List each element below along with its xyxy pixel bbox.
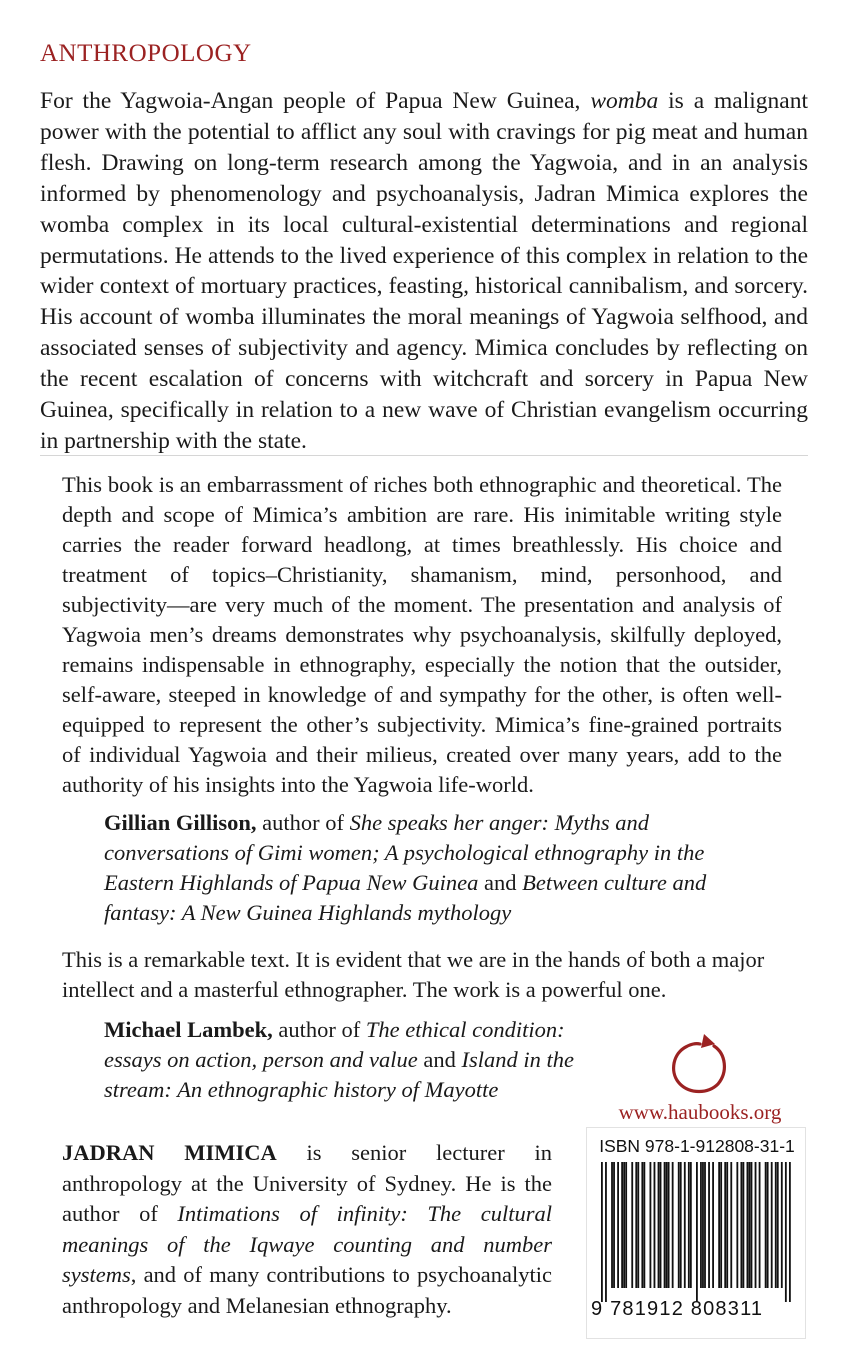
barcode-bar	[664, 1162, 666, 1288]
barcode-bar	[680, 1162, 682, 1288]
barcode-bar	[749, 1162, 751, 1288]
publisher-url: www.haubooks.org	[618, 1100, 782, 1124]
barcode-bar	[704, 1162, 706, 1288]
barcode-bar	[696, 1162, 698, 1302]
barcode-bar	[771, 1162, 773, 1288]
reviewer-name: Michael Lambek,	[104, 1017, 273, 1042]
barcode-bar	[718, 1162, 720, 1288]
barcode-bar	[740, 1162, 742, 1288]
barcode-bar	[712, 1162, 714, 1288]
barcode-bar	[666, 1162, 668, 1288]
barcode-bar	[617, 1162, 619, 1288]
isbn-barcode	[586, 1127, 806, 1339]
review-gillison: This book is an embarrassment of riches both ethnographic and theoretical. The depth and scope of Mimica’s ambition are rare. His inimitable writing style carries the reader forward headlong, at times breathlessly. His choice and treatment of topics–Christianity, shamanism, mind, personhood, and subjectivity—are very much of the moment. The presentation and analysis of Yagwoia men’s dreams demonstrates why psychoanalysis, skilfully deployed, remains indispensable in ethnography, especially the notion that the outsider, self-aware, steeped in knowledge of and sympathy for the other, is often well-equipped to represent the other’s subjectivity. Mimica’s fine-grained portraits of individual Yagwoia and their milieus, created over many years, add to the authority of his insights into the Yagwoia life-world.	[62, 472, 782, 797]
barcode-bar	[650, 1162, 652, 1288]
isbn-label: ISBN 978-1-912808-31-1	[599, 1136, 795, 1156]
barcode-bar	[688, 1162, 690, 1288]
barcode-bar	[678, 1162, 680, 1288]
barcode-digits: 9 781912 808311	[591, 1298, 764, 1320]
barcode-bar	[631, 1162, 633, 1288]
barcode-bar	[635, 1162, 637, 1288]
barcode-bar	[625, 1162, 627, 1288]
barcode-bar	[742, 1162, 744, 1288]
barcode-bar	[637, 1162, 639, 1288]
author-name: JADRAN MIMICA	[62, 1140, 277, 1165]
reviewer-work: The ethical condition: essays on action, person and value	[104, 1017, 565, 1072]
barcode-bar	[601, 1162, 603, 1302]
barcode-bar	[775, 1162, 777, 1288]
barcode-bar	[789, 1162, 791, 1302]
reviewer-work: Island in the stream: An ethnographic history of Mayotte	[104, 1047, 574, 1102]
term-womba: womba	[590, 88, 659, 114]
barcode-bar	[672, 1162, 674, 1288]
barcode-bar	[781, 1162, 783, 1288]
reviewer-work: She speaks her anger: Myths and conversations of Gimi women; A psychological ethnography in the Eastern Highlands of Papua New Guinea	[104, 810, 705, 895]
barcode-bar	[785, 1162, 787, 1302]
book-description: For the Yagwoia-Angan people of Papua New Guinea, womba is a malignant power with the potential to afflict any soul with cravings for pig meat and human flesh. Drawing on long-term research among the Yagwoia, and in an analysis informed by phenomenology and psychoanalysis, Jadran Mimica explores the womba complex in its local cultural-existential determinations and regional permutations. He attends to the lived experience of this complex in relation to the wider context of mortuary practices, feasting, historical cannibalism, and sorcery. His account of womba illuminates the moral meanings of Yagwoia selfhood, and associated senses of subjectivity and agency. Mimica concludes by reflecting on the recent escalation of concerns with witchcraft and sorcery in Papua New Guinea, specifically in relation to a new wave of Christian evangelism occurring in partnership with the state.	[40, 88, 808, 454]
review-lambek: This is a remarkable text. It is evident that we are in the hands of both a major intellect and a masterful ethnographer. The work is a powerful one.	[62, 947, 765, 1002]
barcode-bar	[660, 1162, 662, 1288]
barcode-bar	[759, 1162, 761, 1288]
barcode-bar	[726, 1162, 728, 1288]
review-lambek-attribution: Michael Lambek, author of The ethical condition: essays on action, person and value and Island in the stream: An ethnographic history of Mayotte	[104, 1017, 574, 1102]
barcode-bar	[621, 1162, 623, 1288]
barcode-bar	[605, 1162, 607, 1302]
barcode-bar	[654, 1162, 656, 1288]
barcode-bar	[724, 1162, 726, 1288]
reviewer-name: Gillian Gillison,	[104, 810, 257, 835]
barcode-bar	[700, 1162, 702, 1288]
barcode-bar	[708, 1162, 710, 1288]
barcode-bar	[702, 1162, 704, 1288]
author-bio: JADRAN MIMICA is senior lecturer in anthropology at the University of Sydney. He is the author of Intimations of infinity: The cultural meanings of the Iqwaye counting and number systems, and of many contributions to psychoanalytic anthropology and Melanesian ethnography.	[62, 1140, 552, 1318]
section-divider	[40, 455, 808, 456]
barcode-bar	[747, 1162, 749, 1288]
barcode-bar	[641, 1162, 643, 1288]
barcode-bar	[643, 1162, 645, 1288]
barcode-bar	[668, 1162, 670, 1288]
barcode-bars	[601, 1162, 791, 1302]
barcode-bar	[736, 1162, 738, 1288]
barcode-bar	[684, 1162, 686, 1288]
barcode-bar	[658, 1162, 660, 1288]
author-work: Intimations of infinity: The cultural meanings of the Iqwaye counting and number systems	[62, 1201, 552, 1287]
barcode-bar	[755, 1162, 757, 1288]
category-label: ANTHROPOLOGY	[40, 40, 252, 67]
barcode-bar	[777, 1162, 779, 1288]
review-gillison-attribution: Gillian Gillison, author of She speaks her anger: Myths and conversations of Gimi women; A psychological ethnography in the Eastern Highlands of Papua New Guinea and Between culture and fantasy: A New Guinea Highlands mythology	[104, 810, 707, 925]
ouroboros-logo-icon	[668, 1030, 732, 1098]
barcode-bar	[720, 1162, 722, 1288]
barcode-bar	[613, 1162, 615, 1288]
reviewer-work: Between culture and fantasy: A New Guinea Highlands mythology	[104, 870, 707, 925]
barcode-bar	[623, 1162, 625, 1288]
barcode-bar	[730, 1162, 732, 1288]
barcode-bar	[611, 1162, 613, 1288]
barcode-bar	[765, 1162, 767, 1288]
barcode-bar	[690, 1162, 692, 1288]
barcode-bar	[767, 1162, 769, 1288]
barcode-bar	[751, 1162, 753, 1288]
